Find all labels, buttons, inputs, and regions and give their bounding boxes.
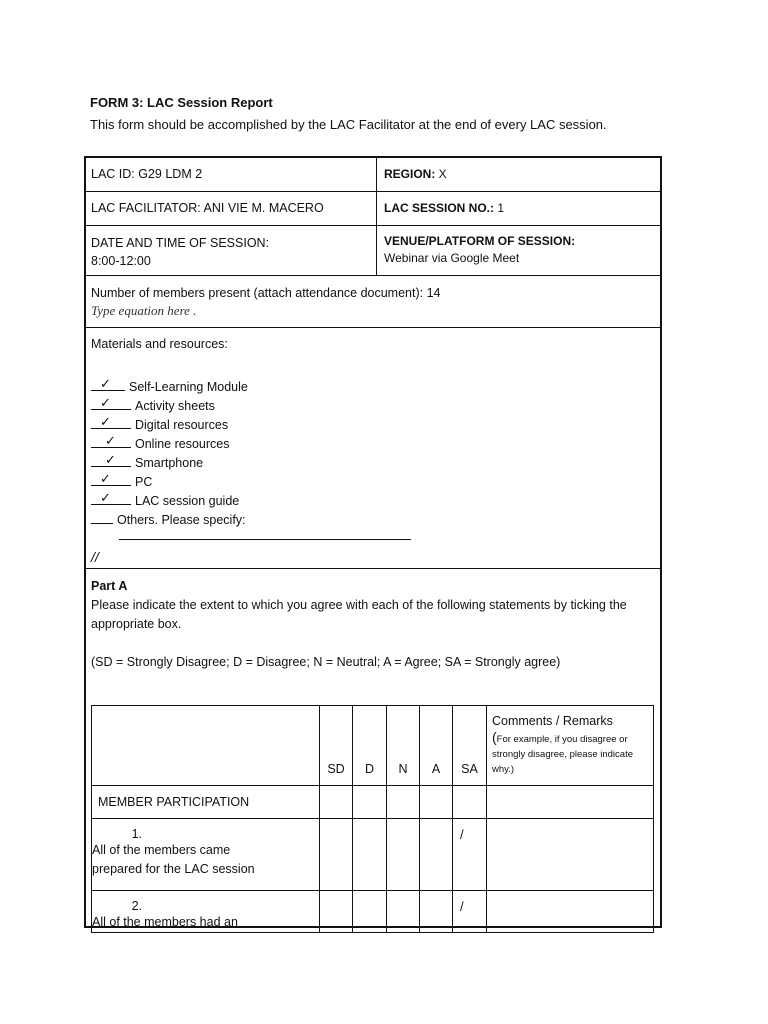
material-item[interactable] xyxy=(91,378,248,397)
comment-cell[interactable] xyxy=(487,819,654,891)
region-field[interactable] xyxy=(377,158,660,191)
members-present[interactable]: Number of members present (attach attendance document): 14 xyxy=(91,286,441,300)
members-row xyxy=(86,276,660,328)
venue-field[interactable] xyxy=(377,226,660,275)
table-row xyxy=(92,891,654,933)
material-label: Self-Learning Module xyxy=(129,380,248,394)
rating-cell[interactable] xyxy=(453,786,487,819)
part-a-section xyxy=(86,569,660,929)
region-value: X xyxy=(435,167,447,181)
rating-cell[interactable] xyxy=(353,786,387,819)
date-field[interactable] xyxy=(86,226,377,275)
lac-session-report-form xyxy=(84,156,662,928)
others-label: Others. Please specify: xyxy=(117,513,246,527)
check-icon: ✓ xyxy=(100,490,111,505)
rating-cell[interactable] xyxy=(387,819,420,891)
col-header: N xyxy=(387,706,420,786)
material-label: Digital resources xyxy=(135,418,229,432)
check-icon: ✓ xyxy=(105,452,116,467)
material-label: PC xyxy=(135,475,153,489)
rating-cell[interactable] xyxy=(420,891,453,933)
rating-cell[interactable] xyxy=(387,786,420,819)
check-icon: ✓ xyxy=(100,471,111,486)
session-no-field[interactable] xyxy=(377,192,660,225)
materials-heading: Materials and resources: xyxy=(91,337,228,351)
rating-cell[interactable] xyxy=(420,819,453,891)
rating-cell-sa[interactable]: / xyxy=(453,819,487,891)
statement-number: 2. xyxy=(131,899,142,913)
session-no-value: 1 xyxy=(494,201,505,215)
comments-sub: For example, if you disagree or strongly disagree, please indicate why.) xyxy=(492,734,634,775)
table-header-row xyxy=(92,706,654,786)
statement-header-cell xyxy=(92,706,320,786)
comment-cell[interactable] xyxy=(487,891,654,933)
statement-text: All of the members came prepared for the LAC session xyxy=(92,843,255,876)
col-header: D xyxy=(353,706,387,786)
table-row xyxy=(92,819,654,891)
check-icon: ✓ xyxy=(100,376,111,391)
material-item[interactable] xyxy=(91,492,248,511)
rating-cell[interactable] xyxy=(353,891,387,933)
rating-cell[interactable] xyxy=(320,819,353,891)
rating-cell[interactable] xyxy=(353,819,387,891)
rating-cell[interactable] xyxy=(420,786,453,819)
rating-cell[interactable] xyxy=(320,891,353,933)
form-title: FORM 3: LAC Session Report xyxy=(90,95,273,110)
check-icon: ✓ xyxy=(100,395,111,410)
material-item[interactable] xyxy=(91,454,248,473)
info-row-1 xyxy=(86,158,660,192)
material-item[interactable] xyxy=(91,397,248,416)
slashes-text: // xyxy=(91,549,99,565)
date-value: 8:00-12:00 xyxy=(91,254,151,268)
statement-number: 1. xyxy=(131,827,142,841)
rating-table xyxy=(91,705,654,933)
statement-cell xyxy=(92,819,320,891)
materials-list xyxy=(91,378,248,530)
part-a-instruction: Please indicate the extent to which you agree with each of the following statements by ticking the appropriate box. xyxy=(91,598,627,631)
material-label: Activity sheets xyxy=(135,399,215,413)
form-subtitle: This form should be accomplished by the LAC Facilitator at the end of every LAC session. xyxy=(90,117,607,132)
lac-id-text: LAC ID: G29 LDM 2 xyxy=(91,167,203,181)
date-label: DATE AND TIME OF SESSION: xyxy=(91,236,270,250)
others-specify-line[interactable] xyxy=(119,539,411,540)
facilitator-field[interactable] xyxy=(86,192,377,225)
statement-cell xyxy=(92,891,320,933)
col-header: SD xyxy=(320,706,353,786)
rating-cell[interactable] xyxy=(387,891,420,933)
statement-text: All of the members had an xyxy=(92,915,238,929)
section-row xyxy=(92,786,654,819)
comments-header: Comments / Remarks xyxy=(492,714,613,728)
comments-paren: ( xyxy=(492,729,497,745)
check-icon: ✓ xyxy=(105,433,116,448)
rating-cell-sa[interactable]: / xyxy=(453,891,487,933)
part-a-heading: Part A xyxy=(91,579,128,593)
comment-cell[interactable] xyxy=(487,786,654,819)
facilitator-text: LAC FACILITATOR: ANI VIE M. MACERO xyxy=(91,201,324,215)
comments-header-cell xyxy=(487,706,654,786)
rating-cell[interactable] xyxy=(320,786,353,819)
section-label: MEMBER PARTICIPATION xyxy=(92,786,320,819)
info-row-3 xyxy=(86,226,660,276)
lac-id-field[interactable] xyxy=(86,158,377,191)
region-label: REGION: xyxy=(384,167,436,181)
material-label: Online resources xyxy=(135,437,230,451)
session-no-label: LAC SESSION NO.: xyxy=(384,201,495,215)
rating-legend: (SD = Strongly Disagree; D = Disagree; N = Neutral; A = Agree; SA = Strongly agree) xyxy=(91,655,561,669)
material-label: Smartphone xyxy=(135,456,204,470)
material-item-others[interactable] xyxy=(91,511,248,530)
venue-value: Webinar via Google Meet xyxy=(384,251,520,265)
col-header: SA xyxy=(453,706,487,786)
check-icon: ✓ xyxy=(100,414,111,429)
info-row-2 xyxy=(86,192,660,226)
material-label: LAC session guide xyxy=(135,494,240,508)
material-item[interactable] xyxy=(91,473,248,492)
col-header: A xyxy=(420,706,453,786)
venue-label: VENUE/PLATFORM OF SESSION: xyxy=(384,234,576,248)
materials-row xyxy=(86,328,660,569)
equation-placeholder[interactable]: Type equation here . xyxy=(91,303,197,318)
